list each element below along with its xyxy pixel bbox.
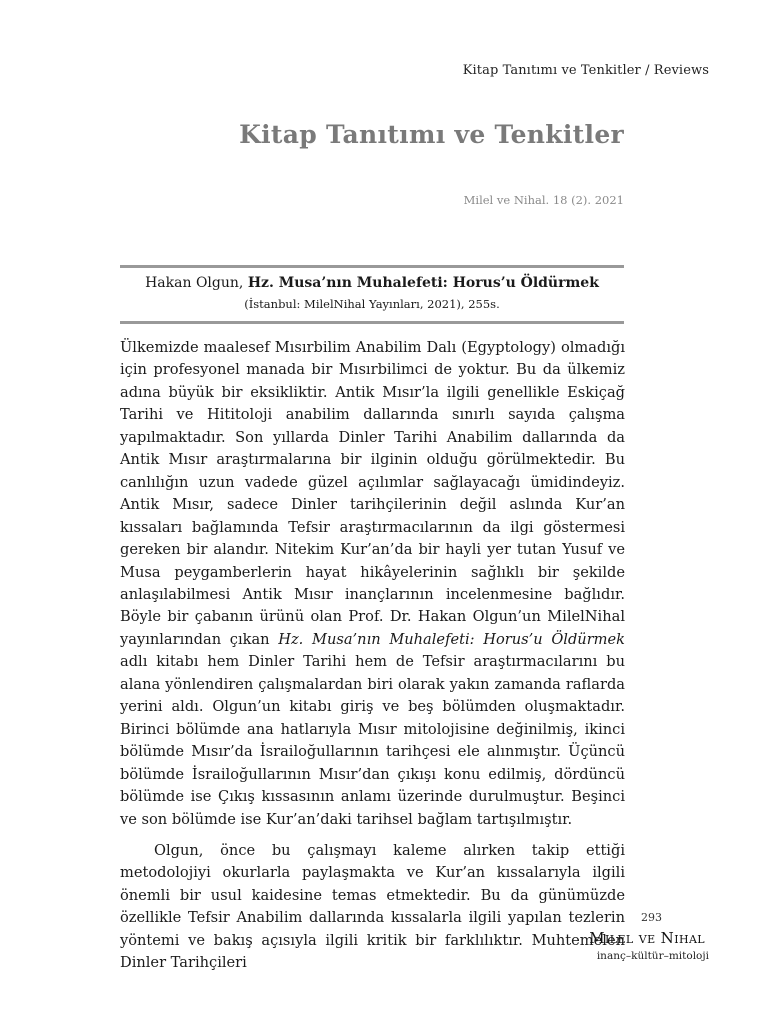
paragraph-1-text-b: adlı kitabı hem Dinler Tarihi hem de Tefsir araştırmacılarını bu alana yönlendiren çalışmalardan biri olarak yakın zamanda raflarda yerini aldı. Olgun’un kitabı giriş ve beş bölümden oluşmaktadır. Birinci bölümde ana hatlarıyla Mısır mitolojisine değinilmiş, ikinci bölümde Mısır’da İsrailoğullarının tarihçesi ele alınmıştır. Üçüncü bölümde İsrailoğullarının Mısır’dan çıkışı konu edilmiş, dördüncü bölümde ise Çıkış kıssasının anlamı üzerinde durulmuştur. Beşinci ve son bölümde ise Kur’an’daki tarihsel bağlam tartışılmıştır. [120,653,625,828]
paragraph-1 [120,337,625,831]
book-reference-line [120,273,624,294]
section-title: Kitap Tanıtımı ve Tenkitler [239,120,624,149]
divider-top [120,265,624,268]
divider-bottom [120,321,624,324]
body-text [120,337,625,975]
journal-name: Milel ve Nihal [589,929,705,947]
citation: Milel ve Nihal. 18 (2). 2021 [463,193,624,207]
paragraph-2: Olgun, önce bu çalışmayı kaleme alırken takip ettiği metodolojiyi okurlarla paylaşmakta ve Kur’an kıssalarıyla ilgili önemli bir usul kaidesine temas etmektedir. Bu da günümüzde özellikle Tefsir Anabilim dallarında kıssalarla ilgili yapılan tezlerin yöntemi ve bakış açısıyla ilgili kritik bir farklılıktır. Muhtemelen Dinler Tarihçileri [120,841,625,972]
book-reference [120,273,624,315]
book-publication: (İstanbul: MilelNihal Yayınları, 2021), 255s. [244,297,500,311]
journal-tagline: inanç–kültür–mitoloji [596,950,709,962]
page-number: 293 [641,911,662,924]
paragraph-1-book-title: Hz. Musa’nın Muhalefeti: Horus’u Öldürmek [278,630,625,648]
book-title: Hz. Musa’nın Muhalefeti: Horus’u Öldürmek [247,275,599,291]
paragraph-1-text-a: Ülkemizde maalesef Mısırbilim Anabilim Dalı (Egyptology) olmadığı için profesyonel manada bir Mısırbilimci de yoktur. Bu da ülkemiz adına büyük bir eksikliktir. Antik Mısır’la ilgili genellikle Eskiçağ Tarihi ve Hititoloji anabilim dallarında sınırlı sayıda çalışma yapılmaktadır. Son yıllarda Dinler Tarihi Anabilim dallarında da Antik Mısır araştırmalarına bir ilginin olduğu görülmektedir. Bu canlılığın uzun vadede güzel açılımlar sağlayacağı ümidindeyiz. Antik Mısır, sadece Dinler tarihçilerinin değil aslında Kur’an kıssaları bağlamında Tefsir araştırmacılarının da ilgi göstermesi gereken bir alandır. Nitekim Kur’an’da bir hayli yer tutan Yusuf ve Musa peygamberlerin hayat hikâyelerinin sağlıklı bir şekilde anlaşılabilmesi Antik Mısır inançlarının incelenmesine bağlıdır. Böyle bir çabanın ürünü olan Prof. Dr. Hakan Olgun’un MilelNihal yayınlarından çıkan [120,339,625,648]
book-author: Hakan Olgun, [145,275,244,291]
running-head: Kitap Tanıtımı ve Tenkitler / Reviews [462,63,709,78]
